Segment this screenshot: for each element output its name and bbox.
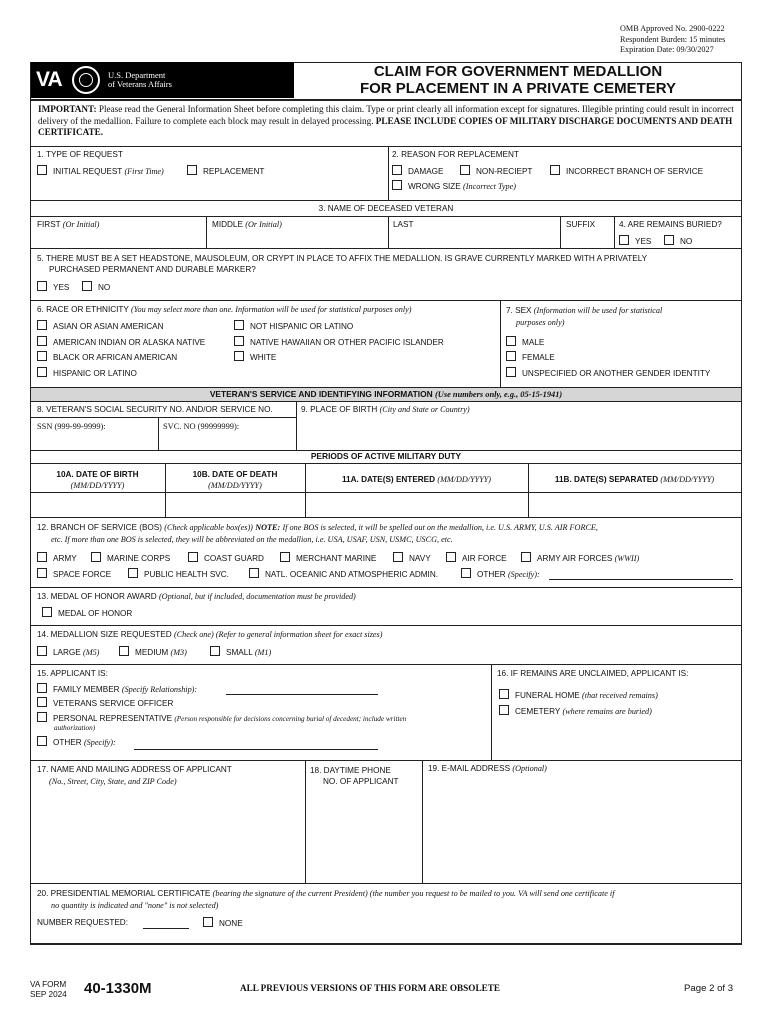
respondent-burden: Respondent Burden: 15 minutes: [620, 34, 726, 44]
race-white[interactable]: WHITE: [234, 351, 276, 362]
sex-male[interactable]: MALE: [506, 336, 544, 347]
number-requested-label: NUMBER REQUESTED:: [37, 918, 128, 927]
bos-army-air[interactable]: ARMY AIR FORCES (WWII): [521, 552, 639, 563]
s6-title: 6. RACE OR ETHNICITY (You may select more than one. Information will be used for statistical purposes only): [37, 305, 412, 314]
small-checkbox[interactable]: [210, 646, 220, 656]
race-hawaiian[interactable]: NATIVE HAWAIIAN OR OTHER PACIFIC ISLANDER: [234, 336, 444, 347]
applicant-other[interactable]: OTHER (Specify):: [37, 736, 116, 747]
size-medium[interactable]: MEDIUM (M3): [119, 646, 187, 657]
rep-note-cont: authorization): [54, 724, 96, 732]
applicant-vso[interactable]: VETERANS SERVICE OFFICER: [37, 697, 173, 708]
date-entered-field[interactable]: 11A. DATE(S) ENTERED (MM/DD/YYYY): [341, 475, 492, 484]
s2-title: 2. REASON FOR REPLACEMENT: [392, 150, 519, 159]
applicant-other-line[interactable]: [134, 749, 378, 750]
marker-yes[interactable]: YES: [37, 281, 69, 292]
page-number: Page 2 of 3: [684, 983, 734, 994]
bos-army[interactable]: ARMY: [37, 552, 77, 563]
va-header-block: [30, 62, 294, 98]
relationship-line[interactable]: [226, 694, 378, 695]
marker-no[interactable]: NO: [82, 281, 110, 292]
moh-option[interactable]: MEDAL OF HONOR: [42, 607, 132, 618]
s20-title: 20. PRESIDENTIAL MEMORIAL CERTIFICATE (bearing the signature of the current President) (the number you request to be mailed to you. VA will send one certificate if no quantity is indicated and "none" is not selected): [37, 889, 615, 910]
navy-checkbox[interactable]: [393, 552, 403, 562]
s15-title: 15. APPLICANT IS:: [37, 669, 108, 678]
asian-checkbox[interactable]: [37, 320, 47, 330]
s1-title: 1. TYPE OF REQUEST: [37, 150, 123, 159]
native-american-checkbox[interactable]: [37, 336, 47, 346]
not-hispanic-checkbox[interactable]: [234, 320, 244, 330]
bos-coast-guard[interactable]: COAST GUARD: [188, 552, 264, 563]
replacement-checkbox[interactable]: [187, 165, 197, 175]
initial-request-option[interactable]: INITIAL REQUEST (First Time): [37, 165, 164, 176]
middle-name-field[interactable]: MIDDLE (Or Initial): [212, 220, 282, 229]
va-seal-icon: [72, 66, 100, 94]
sex-female[interactable]: FEMALE: [506, 351, 555, 362]
race-hispanic[interactable]: HISPANIC OR LATINO: [37, 367, 137, 378]
unspecified-checkbox[interactable]: [506, 367, 516, 377]
other-bos-checkbox[interactable]: [461, 568, 471, 578]
medium-checkbox[interactable]: [119, 646, 129, 656]
race-native-american[interactable]: AMERICAN INDIAN OR ALASKA NATIVE: [37, 336, 205, 347]
s12-title: 12. BRANCH OF SERVICE (BOS) (Check applicable box(es)) NOTE: If one BOS is selected, it will be spelled out on the medallion, i.e. U.S. ARMY, U.S. AIR FORCE, etc. If more than one BOS is selected, they will be abbreviated on the medallion, i.e. USA, USAF, USN, USMC, USCG, etc.: [37, 523, 598, 544]
vet-info-band: VETERAN'S SERVICE AND IDENTIFYING INFORMATION (Use numbers only, e.g., 05-15-1941): [31, 388, 741, 401]
periods-title: PERIODS OF ACTIVE MILITARY DUTY: [310, 451, 462, 461]
male-checkbox[interactable]: [506, 336, 516, 346]
obsolete-notice: ALL PREVIOUS VERSIONS OF THIS FORM ARE OBSOLETE: [240, 983, 500, 993]
damage-option[interactable]: DAMAGE: [392, 165, 444, 176]
space-checkbox[interactable]: [37, 568, 47, 578]
incorrect-branch-option[interactable]: INCORRECT BRANCH OF SERVICE: [550, 165, 703, 176]
damage-checkbox[interactable]: [392, 165, 402, 175]
expiration-date: Expiration Date: 09/30/2027: [620, 45, 714, 54]
bos-air-force[interactable]: AIR FORCE: [446, 552, 507, 563]
first-name-field[interactable]: FIRST (Or Initial): [37, 220, 100, 229]
none-checkbox[interactable]: [203, 917, 213, 927]
rep-checkbox[interactable]: [37, 712, 47, 722]
hawaiian-checkbox[interactable]: [234, 336, 244, 346]
family-checkbox[interactable]: [37, 683, 47, 693]
bos-merchant[interactable]: MERCHANT MARINE: [280, 552, 376, 563]
s5-question: 5. THERE MUST BE A SET HEADSTONE, MAUSOLEUM, OR CRYPT IN PLACE TO AFFIX THE MEDALLION. IS GRAVE CURRENTLY MARKED WITH A PRIVATELY PURCHASED PERMANENT AND DURABLE MARKER?: [37, 254, 648, 274]
applicant-rep[interactable]: PERSONAL REPRESENTATIVE (Person responsible for decisions concerning burial of decedent; include written: [37, 712, 406, 723]
bos-marines[interactable]: MARINE CORPS: [91, 552, 170, 563]
s14-title: 14. MEDALLION SIZE REQUESTED (Check one) (Refer to general information sheet for exact sizes): [37, 630, 383, 639]
army-air-checkbox[interactable]: [521, 552, 531, 562]
va-logo: VA: [36, 68, 62, 91]
dob-field[interactable]: 10A. DATE OF BIRTH (MM/DD/YYYY): [56, 470, 139, 490]
number-requested-input[interactable]: [143, 928, 189, 929]
s7-title: 7. SEX (Information will be used for statistical purposes only): [506, 306, 663, 327]
unclaimed-funeral[interactable]: FUNERAL HOME (that received remains): [499, 689, 658, 700]
noaa-checkbox[interactable]: [249, 568, 259, 578]
footer-form-label: VA FORM SEP 2024: [30, 980, 67, 999]
air-force-checkbox[interactable]: [446, 552, 456, 562]
black-checkbox[interactable]: [37, 351, 47, 361]
sex-unspecified[interactable]: UNSPECIFIED OR ANOTHER GENDER IDENTITY: [506, 367, 710, 378]
bos-other-line[interactable]: [549, 579, 733, 580]
form-number: 40-1330M: [84, 980, 152, 997]
cemetery-checkbox[interactable]: [499, 705, 509, 715]
nonreceipt-option[interactable]: NON-RECIEPT: [460, 165, 532, 176]
s4-title: 4. ARE REMAINS BURIED?: [619, 220, 722, 229]
size-large[interactable]: LARGE (M5): [37, 646, 99, 657]
dod-field[interactable]: 10B. DATE OF DEATH (MM/DD/YYYY): [192, 470, 278, 490]
applicant-other-checkbox[interactable]: [37, 736, 47, 746]
replacement-option[interactable]: REPLACEMENT: [187, 165, 264, 176]
omb-info: [620, 24, 725, 56]
bos-navy[interactable]: NAVY: [393, 552, 431, 563]
race-black[interactable]: BLACK OR AFRICAN AMERICAN: [37, 351, 177, 362]
funeral-checkbox[interactable]: [499, 689, 509, 699]
marker-no-checkbox[interactable]: [82, 281, 92, 291]
wrong-size-checkbox[interactable]: [392, 180, 402, 190]
mailing-address-field[interactable]: 17. NAME AND MAILING ADDRESS OF APPLICANT (No., Street, City, State, and ZIP Code): [37, 765, 232, 786]
date-separated-field[interactable]: 11B. DATE(S) SEPARATED (MM/DD/YYYY): [554, 475, 715, 484]
initial-request-checkbox[interactable]: [37, 165, 47, 175]
pmc-none[interactable]: NONE: [203, 917, 243, 928]
s3-title: 3. NAME OF DECEASED VETERAN: [318, 204, 454, 213]
bos-phs[interactable]: PUBLIC HEALTH SVC.: [128, 568, 229, 579]
marines-checkbox[interactable]: [91, 552, 101, 562]
important-notice: IMPORTANT: Please read the General Information Sheet before completing this claim. Type or print clearly all information except for signatures. Illegible printing could result in incorrect delivery of the medallion. Failure to complete each block may result in delayed processing. PLEASE INCLUDE COPIES OF MILITARY DISCHARGE DOCUMENTS AND DEATH CERTIFICATE.: [38, 104, 734, 137]
applicant-family[interactable]: FAMILY MEMBER (Specify Relationship):: [37, 683, 197, 694]
omb-number: OMB Approved No. 2900-0222: [620, 24, 725, 33]
coast-guard-checkbox[interactable]: [188, 552, 198, 562]
bos-other[interactable]: OTHER (Specify):: [461, 568, 540, 579]
large-checkbox[interactable]: [37, 646, 47, 656]
remains-buried-yes[interactable]: YES: [619, 235, 651, 246]
ssn-field[interactable]: SSN (999-99-9999):: [37, 422, 106, 431]
buried-yes-checkbox[interactable]: [619, 235, 629, 245]
va-department: U.S. Department of Veterans Affairs: [108, 70, 172, 89]
remains-buried-no[interactable]: NO: [664, 235, 692, 246]
size-small[interactable]: SMALL (M1): [210, 646, 271, 657]
hispanic-checkbox[interactable]: [37, 367, 47, 377]
form-title: CLAIM FOR GOVERNMENT MEDALLION FOR PLACEMENT IN A PRIVATE CEMETERY: [359, 63, 677, 97]
place-of-birth-field[interactable]: 9. PLACE OF BIRTH (City and State or Country): [301, 405, 470, 414]
moh-checkbox[interactable]: [42, 607, 52, 617]
army-checkbox[interactable]: [37, 552, 47, 562]
female-checkbox[interactable]: [506, 351, 516, 361]
bos-noaa[interactable]: NATL. OCEANIC AND ATMOSPHERIC ADMIN.: [249, 568, 438, 579]
merchant-checkbox[interactable]: [280, 552, 290, 562]
nonreceipt-checkbox[interactable]: [460, 165, 470, 175]
buried-no-checkbox[interactable]: [664, 235, 674, 245]
incorrect-branch-checkbox[interactable]: [550, 165, 560, 175]
last-name-field[interactable]: LAST: [393, 220, 414, 229]
marker-yes-checkbox[interactable]: [37, 281, 47, 291]
svc-no-field[interactable]: SVC. NO (99999999):: [163, 422, 240, 431]
bos-space[interactable]: SPACE FORCE: [37, 568, 111, 579]
vso-checkbox[interactable]: [37, 697, 47, 707]
s16-title: 16. IF REMAINS ARE UNCLAIMED, APPLICANT IS:: [497, 669, 689, 678]
race-not-hispanic[interactable]: NOT HISPANIC OR LATINO: [234, 320, 353, 331]
race-asian[interactable]: ASIAN OR ASIAN AMERICAN: [37, 320, 164, 331]
email-field[interactable]: 19. E-MAIL ADDRESS (Optional): [428, 764, 547, 773]
white-checkbox[interactable]: [234, 351, 244, 361]
suffix-field[interactable]: SUFFIX: [566, 220, 596, 229]
phs-checkbox[interactable]: [128, 568, 138, 578]
s13-title: 13. MEDAL OF HONOR AWARD (Optional, but if included, documentation must be provided): [37, 592, 356, 601]
unclaimed-cemetery[interactable]: CEMETERY (where remains are buried): [499, 705, 652, 716]
s8-title: 8. VETERAN'S SOCIAL SECURITY NO. AND/OR SERVICE NO.: [37, 405, 273, 414]
wrong-size-option[interactable]: WRONG SIZE (Incorrect Type): [392, 180, 516, 191]
phone-field[interactable]: 18. DAYTIME PHONE NO. OF APPLICANT: [310, 766, 399, 786]
